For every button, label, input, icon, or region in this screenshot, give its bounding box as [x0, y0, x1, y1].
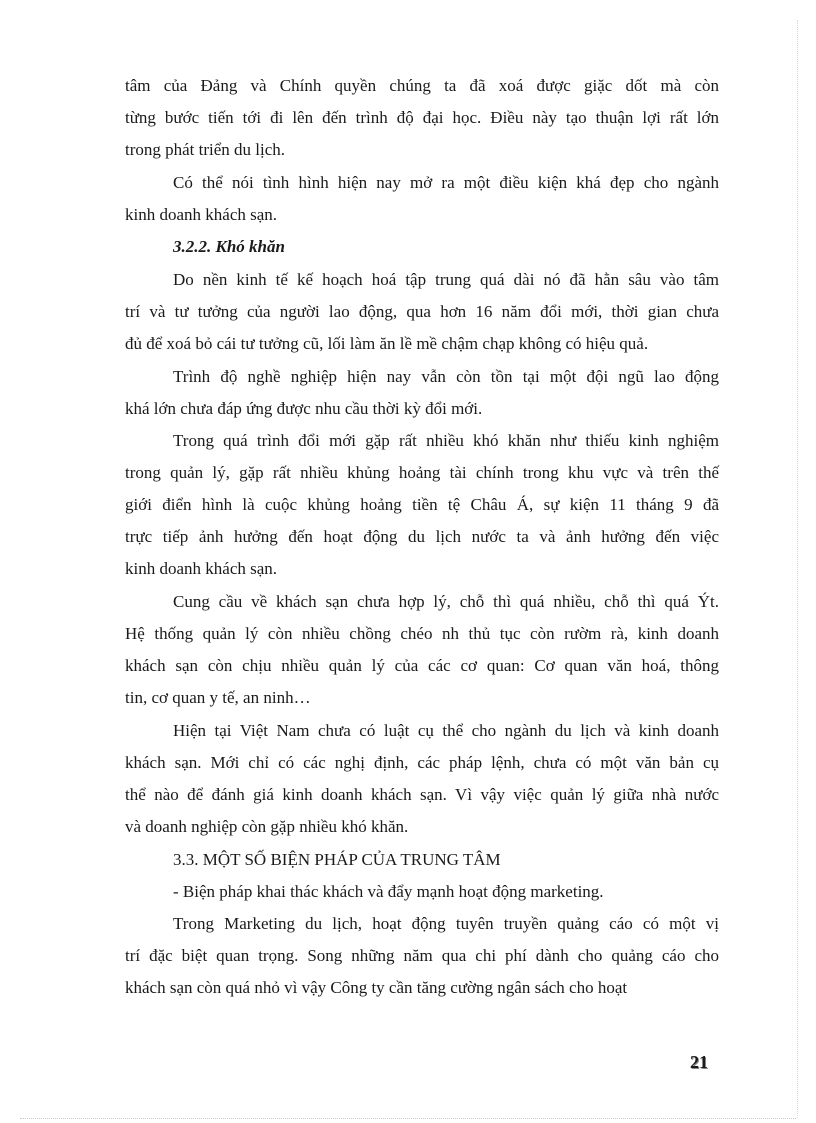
text-line: khách sạn. Mới chỉ có các nghị định, các pháp lệnh, chưa có một văn bản cụ	[125, 753, 719, 772]
paragraph	[125, 264, 719, 360]
text-line: Hệ thống quản lý còn nhiều chồng chéo nh thủ tục còn rườm rà, kinh doanh	[125, 624, 719, 643]
heading-text: 3.2.2. Khó khăn	[173, 237, 285, 256]
footer-dotted-rule	[20, 1118, 796, 1119]
text-line: trực tiếp ảnh hưởng đến hoạt động du lịch nước ta và ảnh hưởng đến việc	[125, 527, 719, 546]
text-line: tâm của Đảng và Chính quyền chúng ta đã xoá được giặc dốt mà còn	[125, 76, 719, 95]
text-line: Trình độ nghề nghiệp hiện nay vẫn còn tồn tại một đội ngũ lao động	[173, 367, 719, 386]
text-line: Trong quá trình đổi mới gặp rất nhiều khó khăn như thiếu kinh nghiệm	[173, 431, 719, 450]
heading-text: 3.3. MỘT SỐ BIỆN PHÁP CỦA TRUNG TÂM	[173, 850, 501, 869]
paragraph	[125, 715, 719, 843]
text-line: kinh doanh khách sạn.	[125, 559, 278, 578]
text-line: trí và tư tưởng của người lao động, qua hơn 16 năm đổi mới, thời gian chưa	[125, 302, 719, 321]
paragraph	[125, 425, 719, 585]
text-line: - Biện pháp khai thác khách và đẩy mạnh hoạt động marketing.	[173, 882, 604, 901]
text-line: khách sạn còn chịu nhiều quản lý của các cơ quan: Cơ quan văn hoá, thông	[125, 656, 719, 675]
text-line: Do nền kinh tế kế hoạch hoá tập trung quá dài nó đã hằn sâu vào tâm	[173, 270, 719, 289]
text-line: và doanh nghiệp còn gặp nhiều khó khăn.	[125, 817, 409, 836]
paragraph	[125, 70, 719, 166]
text-line: Trong Marketing du lịch, hoạt động tuyên truyền quảng cáo có một vị	[173, 914, 719, 933]
text-line: trí đặc biệt quan trọng. Song những năm qua chi phí dành cho quảng cáo cho	[125, 946, 719, 965]
section-heading	[125, 844, 719, 876]
page-number: 21	[690, 1052, 708, 1072]
paragraph	[125, 908, 719, 1004]
text-line: khách sạn còn quá nhỏ vì vậy Công ty cần tăng cường ngân sách cho hoạt	[125, 978, 628, 997]
text-line: Có thể nói tình hình hiện nay mở ra một điều kiện khá đẹp cho ngành	[173, 173, 719, 192]
text-line: thể nào để đánh giá kinh doanh khách sạn. Vì vậy việc quản lý giữa nhà nước	[125, 785, 719, 804]
right-dotted-rule	[797, 20, 798, 1118]
text-line: trong phát triển du lịch.	[125, 140, 286, 159]
text-line: tin, cơ quan y tế, an ninh…	[125, 688, 311, 707]
text-line: đủ để xoá bỏ cái tư tưởng cũ, lối làm ăn lề mề chậm chạp không có hiệu quả.	[125, 334, 649, 353]
section-heading	[125, 231, 719, 263]
paragraph	[125, 361, 719, 425]
paragraph	[125, 167, 719, 231]
text-line: Cung cầu về khách sạn chưa hợp lý, chỗ thì quá nhiều, chỗ thì quá Ýt.	[173, 592, 719, 611]
text-line: khá lớn chưa đáp ứng được nhu cầu thời kỳ đổi mới.	[125, 399, 483, 418]
text-line: trong quản lý, gặp rất nhiều khủng hoảng tài chính trong khu vực và trên thế	[125, 463, 719, 482]
text-line: kinh doanh khách sạn.	[125, 205, 278, 224]
text-line: giới điển hình là cuộc khủng hoảng tiền tệ Châu Á, sự kiện 11 tháng 9 đã	[125, 495, 719, 514]
paragraph	[125, 876, 719, 908]
text-line: Hiện tại Việt Nam chưa có luật cụ thể cho ngành du lịch và kinh doanh	[173, 721, 719, 740]
paragraph	[125, 586, 719, 714]
text-line: từng bước tiến tới đi lên đến trình độ đại học. Điều này tạo thuận lợi rất lớn	[125, 108, 719, 127]
